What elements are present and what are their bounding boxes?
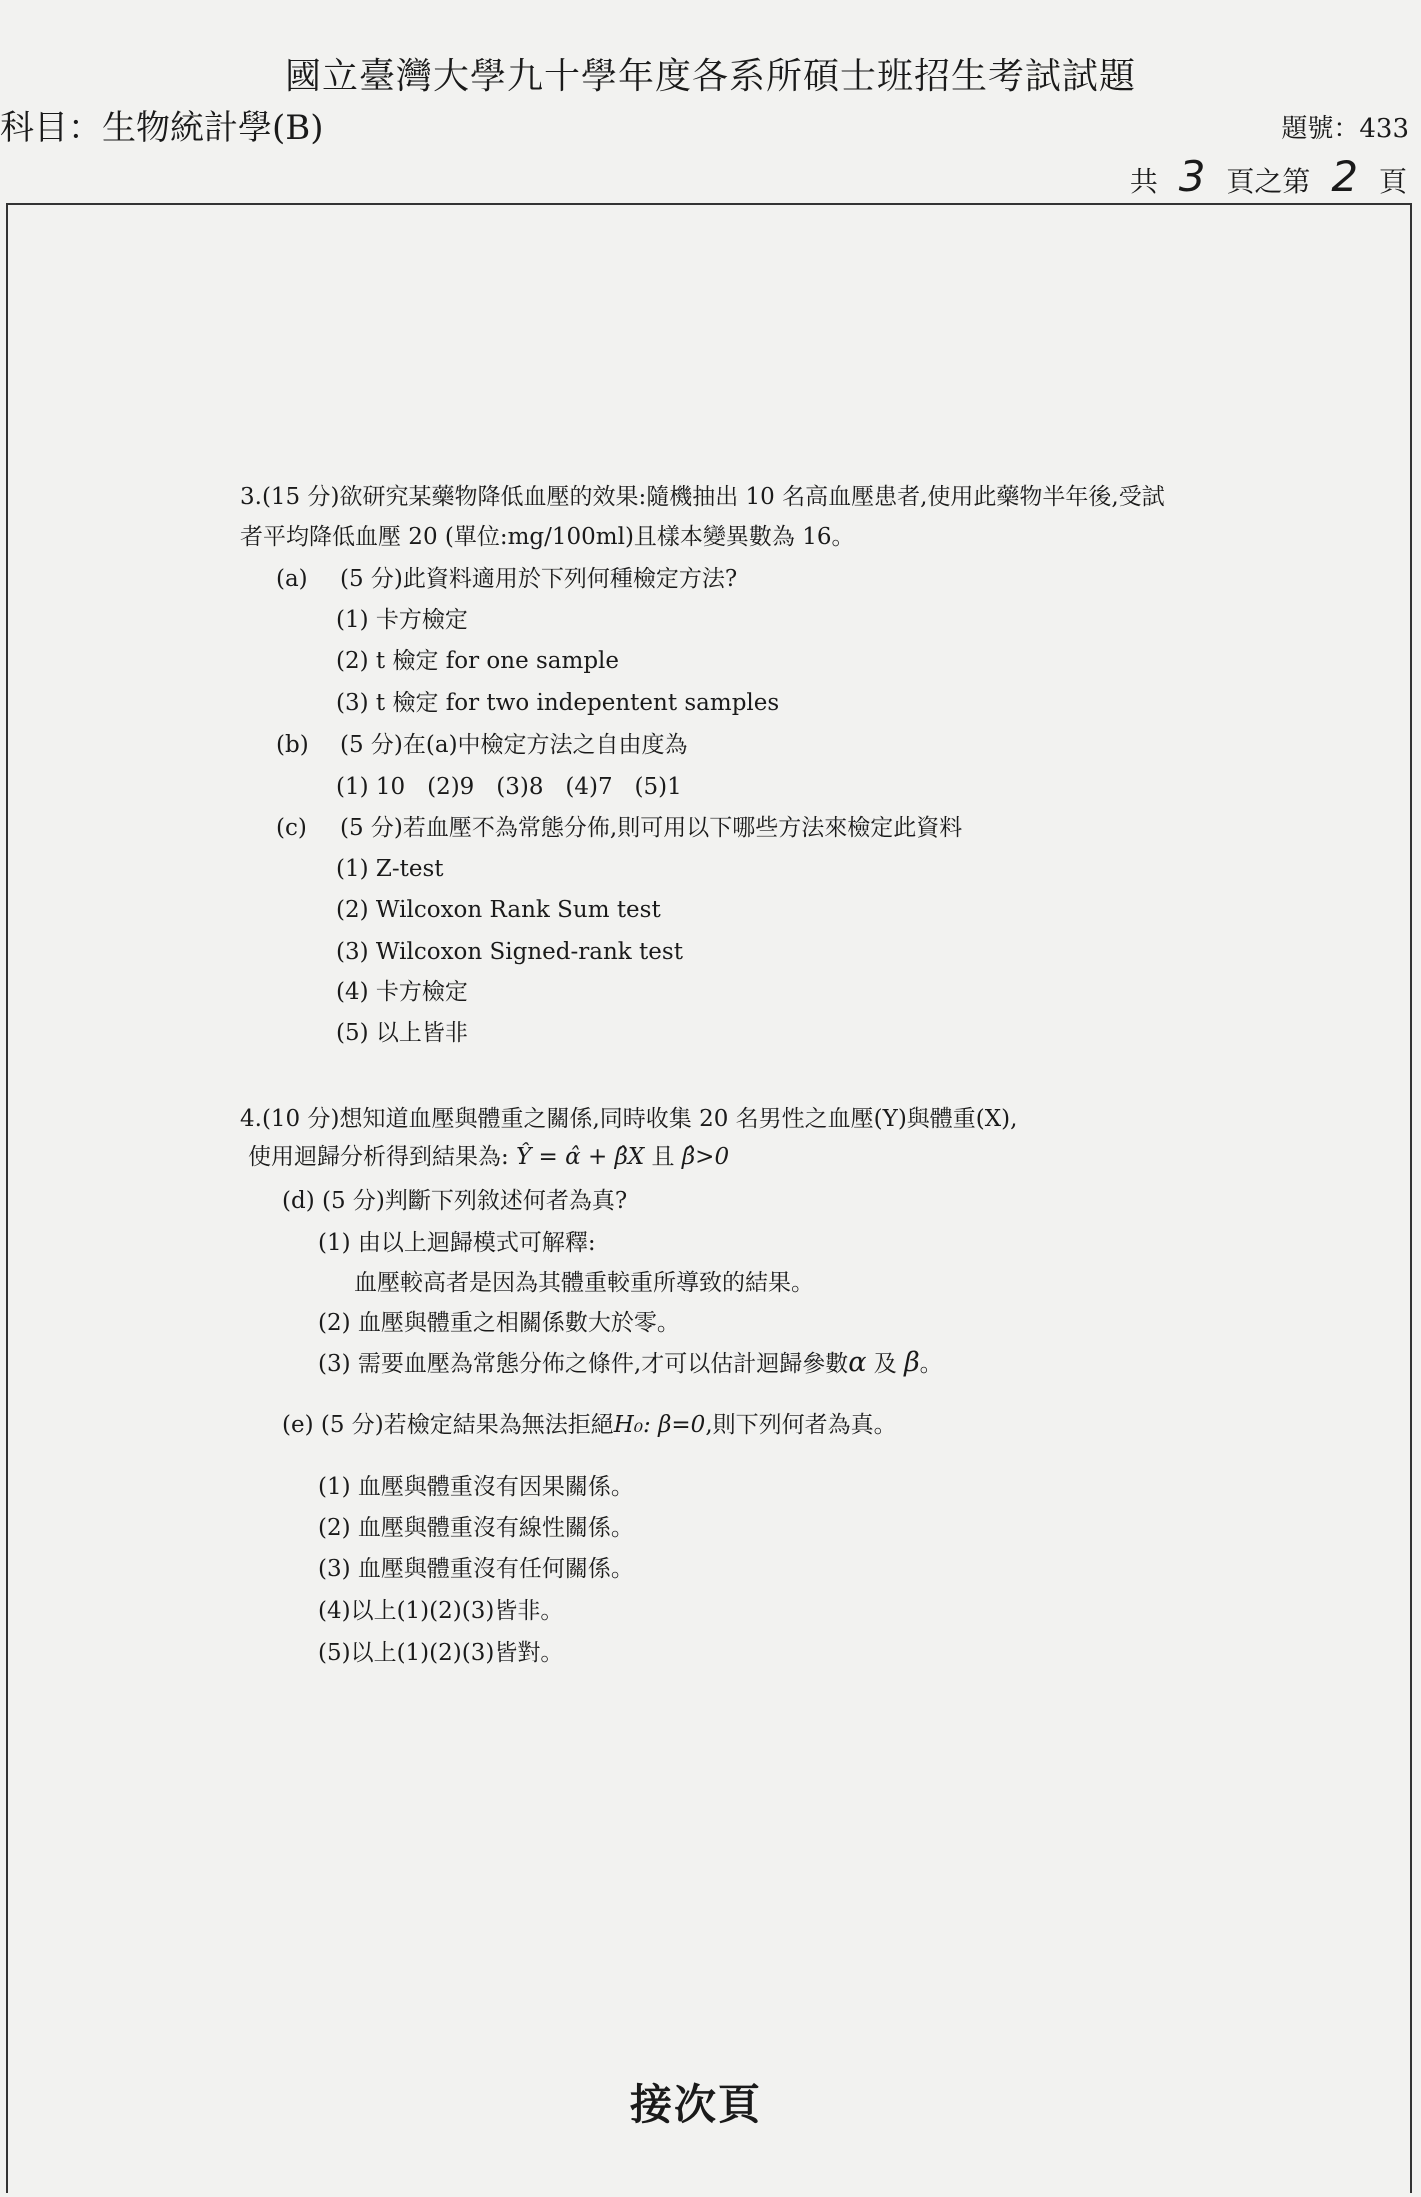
q3a-option-2: (2) t 檢定 for one sample [336, 648, 620, 674]
page-title: 國立臺灣大學九十學年度各系所碩士班招生考試試題 [284, 56, 1136, 97]
page-total: 3 [1178, 152, 1206, 201]
null-hypothesis: H₀: β=0 [613, 1412, 706, 1438]
q4-and-word: 且 [644, 1144, 682, 1170]
q4e-option-5: (5)以上(1)(2)(3)皆對。 [318, 1640, 564, 1666]
continue-next-page-note: 接次頁 [630, 2080, 763, 2129]
q3-stem-line2: 者平均降低血壓 20 (單位:mg/100ml)且樣本變異數為 16。 [240, 524, 855, 550]
q3a-option-1: (1) 卡方檢定 [336, 607, 468, 633]
q3b-text: (5 分)在(a)中檢定方法之自由度為 [340, 732, 688, 758]
q4e-option-2: (2) 血壓與體重沒有線性關係。 [318, 1515, 634, 1541]
q4e-suffix: ,則下列何者為真。 [705, 1412, 897, 1438]
alpha-symbol: α [848, 1347, 867, 1378]
q4d-option-1: (1) 由以上迴歸模式可解釋: [318, 1230, 596, 1256]
period: 。 [919, 1351, 943, 1377]
page-total-label: 共 [1129, 165, 1158, 198]
q4d-text: (d) (5 分)判斷下列敘述何者為真? [282, 1188, 628, 1214]
q3c-text: (5 分)若血壓不為常態分佈,則可用以下哪些方法來檢定此資料 [340, 815, 963, 841]
q3c-option-1: (1) Z-test [336, 856, 444, 882]
q4d-option-3 [318, 1348, 943, 1379]
q4e-option-3: (3) 血壓與體重沒有任何關係。 [318, 1556, 634, 1582]
q4e-text [282, 1410, 897, 1440]
page-current: 2 [1331, 152, 1359, 201]
q4d-option-1-cont: 血壓較高者是因為其體重較重所導致的結果。 [354, 1270, 814, 1296]
question-number: 題號：433 [1281, 114, 1409, 144]
page-info [1130, 152, 1407, 201]
regression-equation: Ŷ = α̂ + β̂X [516, 1144, 645, 1170]
beta-hat-condition: β̂>0 [681, 1144, 730, 1170]
q3c-option-5: (5) 以上皆非 [336, 1020, 468, 1046]
q4e-option-4: (4)以上(1)(2)(3)皆非。 [318, 1598, 564, 1624]
q4d-option-2: (2) 血壓與體重之相關係數大於零。 [318, 1310, 680, 1336]
q3-stem-line1: 3.(15 分)欲研究某藥物降低血壓的效果:隨機抽出 10 名高血壓患者,使用此藥物半年後,受試 [240, 484, 1165, 510]
q4e-prefix: (e) (5 分)若檢定結果為無法拒絕 [282, 1412, 614, 1438]
q4-stem-prefix: 使用迴歸分析得到結果為: [248, 1144, 509, 1170]
q3b-label: (b) [276, 732, 309, 758]
q4e-option-1: (1) 血壓與體重沒有因果關係。 [318, 1474, 634, 1500]
beta-symbol: β [904, 1347, 920, 1378]
q3c-option-4: (4) 卡方檢定 [336, 979, 468, 1005]
and-ji: 及 [866, 1351, 905, 1377]
page-mid-label: 頁之第 [1226, 165, 1311, 198]
q3c-option-2: (2) Wilcoxon Rank Sum test [336, 897, 661, 923]
q3c-option-3: (3) Wilcoxon Signed-rank test [336, 939, 683, 965]
q4d-option-3-text: (3) 需要血壓為常態分佈之條件,才可以估計迴歸參數 [318, 1351, 849, 1377]
q3a-label: (a) [276, 566, 308, 592]
subject-line: 科目：生物統計學(B) [0, 108, 324, 148]
q3a-option-3: (3) t 檢定 for two indepentent samples [336, 690, 780, 716]
page-end-label: 頁 [1378, 165, 1407, 198]
q3c-label: (c) [276, 815, 307, 841]
q3a-text: (5 分)此資料適用於下列何種檢定方法? [340, 566, 738, 592]
q4-stem-line1: 4.(10 分)想知道血壓與體重之關係,同時收集 20 名男性之血壓(Y)與體重(X), [240, 1106, 1018, 1132]
q3b-options: (1) 10 (2)9 (3)8 (4)7 (5)1 [336, 774, 682, 800]
q4-stem-line2 [248, 1142, 729, 1172]
